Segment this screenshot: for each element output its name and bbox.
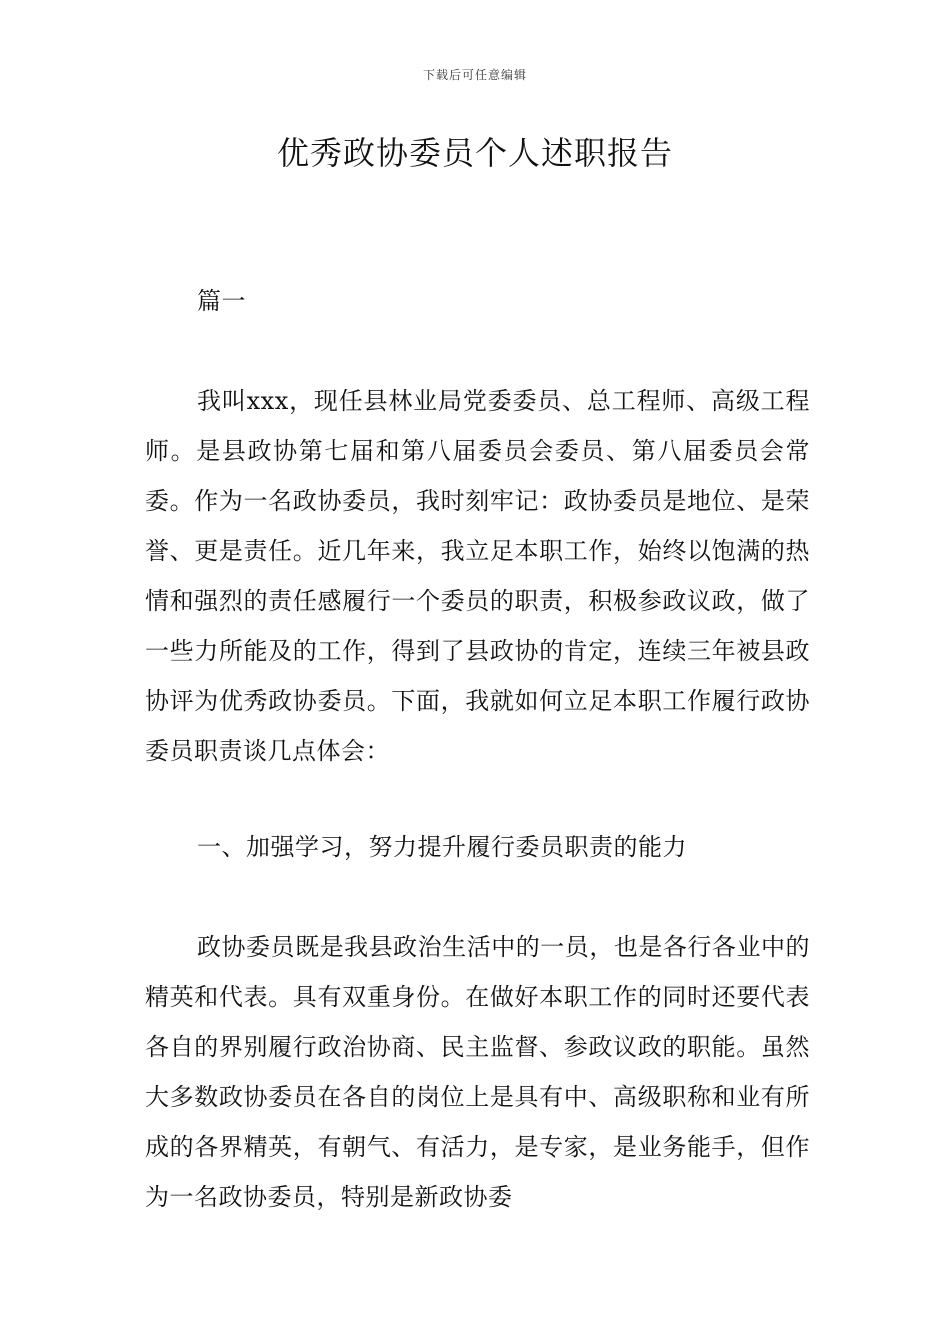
section-label: 篇一: [197, 287, 246, 315]
intro-paragraph: 我叫xxx，现任县林业局党委委员、总工程师、高级工程师。是县政协第七届和第八届委员会委员、第八届委员会常委。作为一名政协委员，我时刻牢记：政协委员是地位、是荣誉、更是责任。近几年来，我立足本职工作，始终以饱满的热情和强烈的责任感履行一个委员的职责，积极参政议政，做了一些力所能及的工作，得到了县政协的肯定，连续三年被县政协评为优秀政协委员。下面，我就如何立足本职工作履行政协委员职责谈几点体会：: [145, 387, 810, 765]
section-heading-1: 一、加强学习，努力提升履行委员职责的能力: [197, 833, 687, 861]
header-note: 下载后可任意编辑: [422, 68, 527, 82]
document-title: 优秀政协委员个人述职报告: [276, 134, 673, 172]
body-paragraph-1: 政协委员既是我县政治生活中的一员，也是各行各业中的精英和代表。具有双重身份。在做好本职工作的同时还要代表各自的界别履行政治协商、民主监督、参政议政的职能。虽然大多数政协委员在各自的岗位上是具有中、高级职称和业有所成的各界精英，有朝气、有活力，是专家，是业务能手，但作为一名政协委员，特别是新政协委: [145, 933, 810, 1211]
